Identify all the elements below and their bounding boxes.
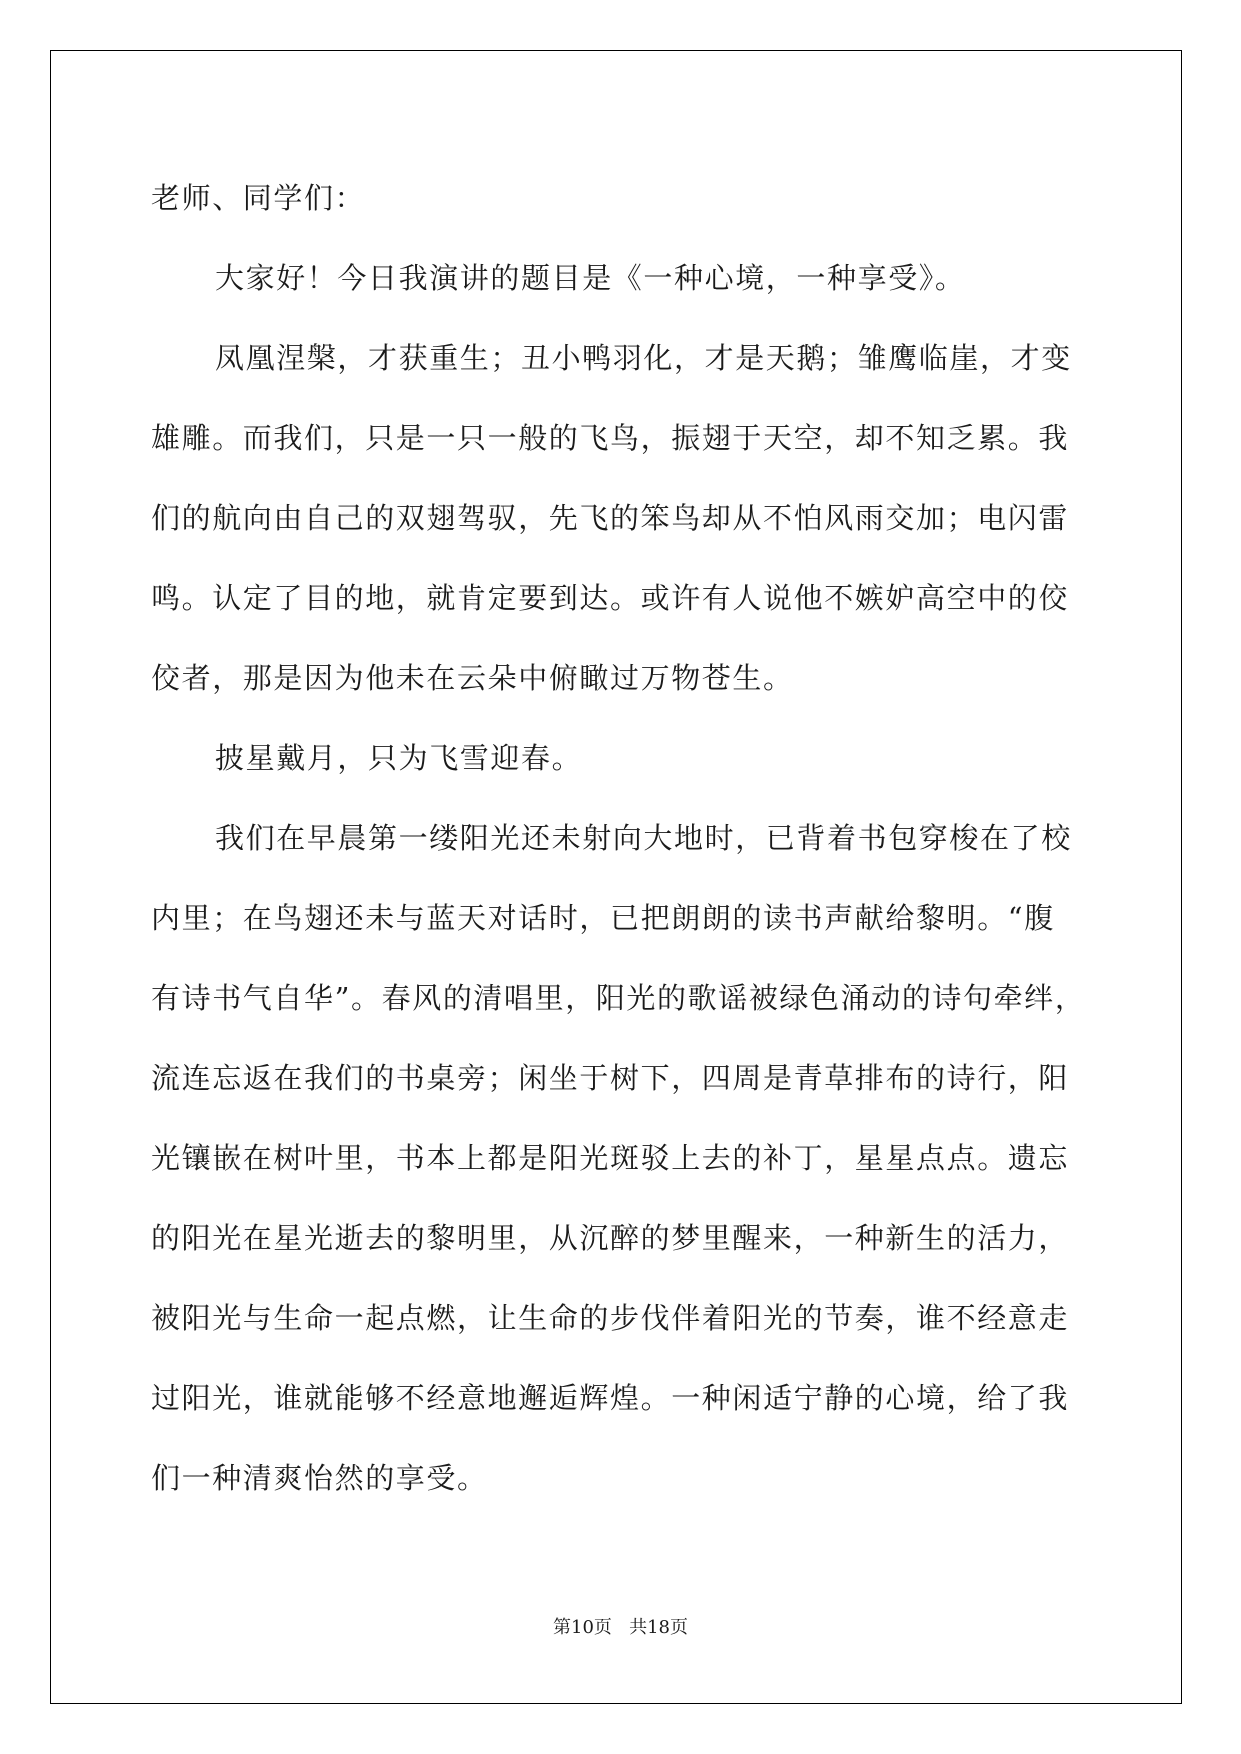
document-body	[151, 158, 1091, 1518]
text-line: 大家好！今日我演讲的题目是《一种心境，一种享受》。	[215, 261, 966, 295]
text-line: 过阳光，谁就能够不经意地邂逅辉煌。一种闲适宁静的心境，给了我	[151, 1381, 1070, 1415]
text-line: 被阳光与生命一起点燃，让生命的步伐伴着阳光的节奏，谁不经意走	[151, 1301, 1070, 1335]
text-line: 们的航向由自己的双翅驾驭，先飞的笨鸟却从不怕风雨交加；电闪雷	[151, 501, 1070, 535]
text-line: 鸣。认定了目的地，就肯定要到达。或许有人说他不嫉妒高空中的佼	[151, 581, 1070, 615]
page-number-footer: 第10页 共18页	[553, 1617, 688, 1638]
text-line: 内里；在鸟翅还未与蓝天对话时，已把朗朗的读书声献给黎明。“腹	[151, 901, 1055, 935]
text-line: 的阳光在星光逝去的黎明里，从沉醉的梦里醒来，一种新生的活力，	[151, 1221, 1070, 1255]
text-line: 我们在早晨第一缕阳光还未射向大地时，已背着书包穿梭在了校	[215, 821, 1072, 855]
text-line: 有诗书气自华”。春风的清唱里，阳光的歌谣被绿色涌动的诗句牵绊，	[151, 981, 1086, 1015]
text-line: 们一种清爽怡然的享受。	[151, 1461, 488, 1495]
text-line: 佼者，那是因为他未在云朵中俯瞰过万物苍生。	[151, 661, 794, 695]
text-line: 披星戴月，只为飞雪迎春。	[215, 741, 583, 775]
text-line: 流连忘返在我们的书桌旁；闲坐于树下，四周是青草排布的诗行，阳	[151, 1061, 1070, 1095]
text-line: 光镶嵌在树叶里，书本上都是阳光斑驳上去的补丁，星星点点。遗忘	[151, 1141, 1070, 1175]
text-line: 凤凰涅槃，才获重生；丑小鸭羽化，才是天鹅；雏鹰临崖，才变	[215, 341, 1072, 375]
text-line: 老师、同学们：	[151, 181, 366, 215]
text-line: 雄雕。而我们，只是一只一般的飞鸟，振翅于天空，却不知乏累。我	[151, 421, 1070, 455]
